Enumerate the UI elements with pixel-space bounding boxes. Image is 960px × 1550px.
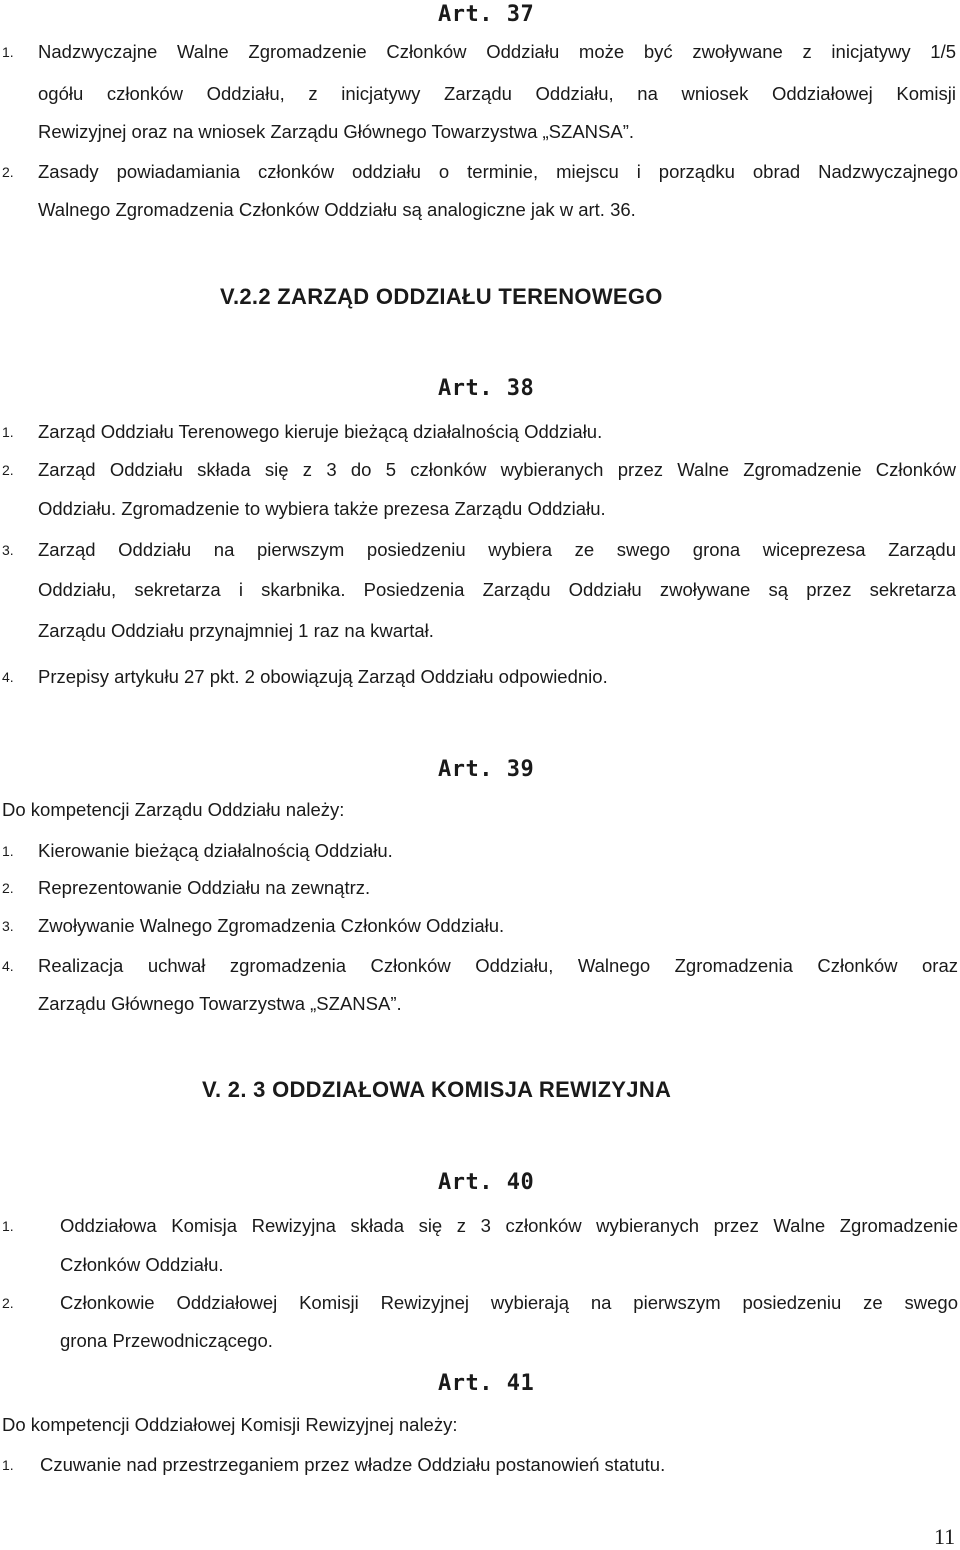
section-heading-zarzad: V.2.2 ZARZĄD ODDZIAŁU TERENOWEGO [220, 284, 663, 309]
art37-p2-number: 2. [2, 164, 14, 180]
art38-p4-number: 4. [2, 669, 14, 685]
art40-p2-line2: grona Przewodniczącego. [60, 1330, 273, 1351]
art39-item3-text: Zwoływanie Walnego Zgromadzenia Członków Oddziału. [38, 915, 505, 936]
art38-heading: Art. 38 [438, 376, 535, 401]
art38-p4-line1: Przepisy artykułu 27 pkt. 2 obowiązują Zarząd Oddziału odpowiednio. [38, 666, 608, 687]
art41-intro: Do kompetencji Oddziałowej Komisji Rewizyjnej należy: [2, 1414, 458, 1435]
art40-p2-number: 2. [2, 1295, 14, 1311]
art38-p1-line1: Zarząd Oddziału Terenowego kieruje bieżącą działalnością Oddziału. [38, 421, 603, 442]
art40-p1-line2: Członków Oddziału. [60, 1254, 224, 1275]
art41-heading: Art. 41 [438, 1371, 535, 1396]
art37-p1-number: 1. [2, 44, 14, 60]
section-heading-komisja: V. 2. 3 ODDZIAŁOWA KOMISJA REWIZYJNA [202, 1077, 672, 1102]
art39-heading: Art. 39 [438, 757, 535, 782]
art40-heading: Art. 40 [438, 1170, 535, 1195]
art37-p1-line3: Rewizyjnej oraz na wniosek Zarządu Głównego Towarzystwa „SZANSA”. [38, 121, 635, 142]
art40-p1-line1: Oddziałowa Komisja Rewizyjna składa się z 3 członków wybieranych przez Walne Zgromadzenie [60, 1215, 958, 1236]
art40-p2-line1: Członkowie Oddziałowej Komisji Rewizyjnej wybierają na pierwszym posiedzeniu ze swego [60, 1292, 958, 1313]
art39-item3-number: 3. [2, 918, 14, 934]
art37-p1-line2: ogółu członków Oddziału, z inicjatywy Zarządu Oddziału, na wniosek Oddziałowej Komisji [38, 83, 956, 104]
page-number: 11 [934, 1524, 956, 1549]
art38-p2-line1: Zarząd Oddziału składa się z 3 do 5 członków wybieranych przez Walne Zgromadzenie Członków [38, 459, 956, 480]
art41-item1-text: Czuwanie nad przestrzeganiem przez władze Oddziału postanowień statutu. [40, 1454, 666, 1475]
art39-intro: Do kompetencji Zarządu Oddziału należy: [2, 799, 345, 820]
art38-p3-line2: Oddziału, sekretarza i skarbnika. Posiedzenia Zarządu Oddziału zwoływane są przez sekretarza [38, 579, 956, 600]
art39-item4-line1: Realizacja uchwał zgromadzenia Członków Oddziału, Walnego Zgromadzenia Członków oraz [38, 955, 958, 976]
art38-p1-number: 1. [2, 424, 14, 440]
art39-item4-line2: Zarządu Głównego Towarzystwa „SZANSA”. [38, 993, 402, 1014]
art39-item2-number: 2. [2, 880, 14, 896]
art38-p3-line1: Zarząd Oddziału na pierwszym posiedzeniu wybiera ze swego grona wiceprezesa Zarządu [38, 539, 956, 560]
art37-p2-line1: Zasady powiadamiania członków oddziału o terminie, miejscu i porządku obrad Nadzwyczajnego [38, 161, 958, 182]
art38-p2-line2: Oddziału. Zgromadzenie to wybiera także prezesa Zarządu Oddziału. [38, 498, 606, 519]
art37-p1-line1: Nadzwyczajne Walne Zgromadzenie Członków Oddziału może być zwoływane z inicjatywy 1/5 [38, 41, 956, 62]
art37-p2-line2: Walnego Zgromadzenia Członków Oddziału są analogiczne jak w art. 36. [38, 199, 636, 220]
art40-p1-number: 1. [2, 1218, 14, 1234]
art39-item1-text: Kierowanie bieżącą działalnością Oddziału. [38, 840, 393, 861]
art38-p3-number: 3. [2, 542, 14, 558]
art39-item1-number: 1. [2, 843, 14, 859]
art38-p3-line3: Zarządu Oddziału przynajmniej 1 raz na kwartał. [38, 620, 434, 641]
art39-item2-text: Reprezentowanie Oddziału na zewnątrz. [38, 877, 371, 898]
art37-heading: Art. 37 [438, 2, 535, 27]
art41-item1-number: 1. [2, 1457, 14, 1473]
art39-item4-number: 4. [2, 958, 14, 974]
art38-p2-number: 2. [2, 462, 14, 478]
